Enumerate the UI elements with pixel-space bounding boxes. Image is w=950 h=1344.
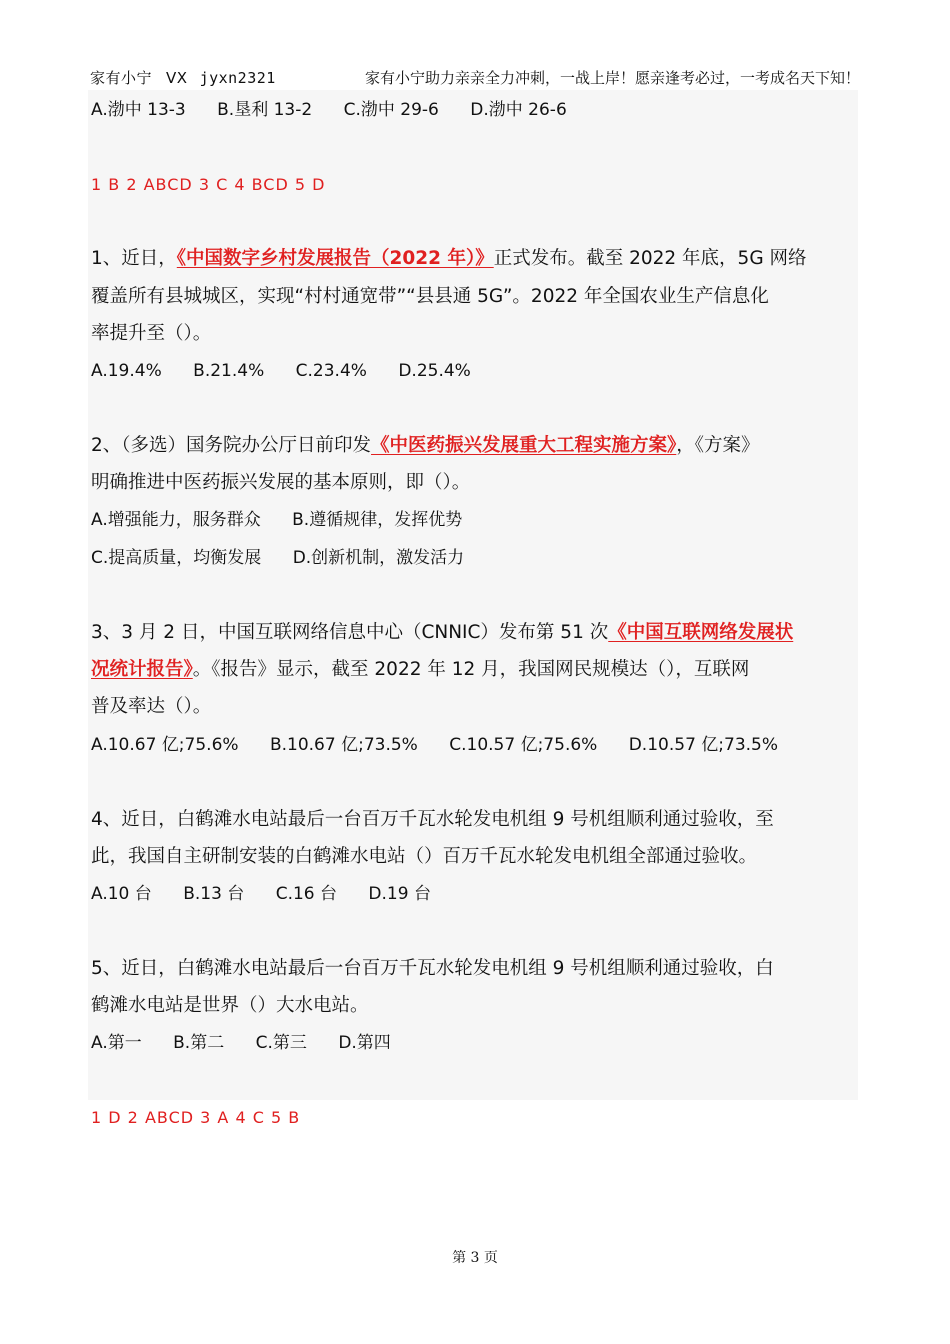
header-brand: 家有小宁 (90, 69, 153, 87)
question-2-line-1-rest: ，《方案》 (676, 435, 760, 456)
question-2-option-b: B.遵循规律，发挥优势 (292, 510, 463, 530)
header-vx-id: jyxn2321 (199, 69, 276, 87)
question-5-option-a: A.第一 (91, 1033, 142, 1053)
question-1-line-3: 率提升至（）。 (91, 323, 212, 344)
question-2-options-row-2 (91, 543, 490, 573)
question-5-line-1: 5、近日，白鹤滩水电站最后一台百万千瓦水轮发电机组 9 号机组顺利通过验收，白 (91, 958, 774, 979)
question-4-option-b: B.13 台 (183, 884, 245, 904)
page-header (90, 68, 860, 88)
question-3-doc-title-part-1: 《中国互联网络发展状 (608, 622, 794, 643)
header-brand-group (90, 68, 276, 88)
content-area (88, 90, 858, 1100)
question-3-doc-title-part-2: 况统计报告》 (91, 659, 193, 680)
question-3-line-1 (91, 618, 793, 648)
question-1-line-1 (91, 244, 807, 274)
prev-option-c: C.渤中 29-6 (343, 100, 439, 120)
answer-key-1: 1 B 2 ABCD 3 C 4 BCD 5 D (91, 175, 326, 194)
question-4-line-2: 此，我国自主研制安装的白鹤滩水电站（）百万千瓦水轮发电机组全部通过验收。 (91, 846, 758, 867)
question-4-option-d: D.19 台 (368, 884, 431, 904)
question-3-options (91, 730, 804, 760)
question-5-options (91, 1028, 417, 1058)
prev-option-b: B.垦利 13-2 (217, 100, 313, 120)
question-3-option-b: B.10.67 亿;73.5% (269, 735, 418, 755)
question-2-prefix: 2、（多选）国务院办公厅日前印发 (91, 435, 372, 456)
question-3-option-c: C.10.57 亿;75.6% (449, 735, 598, 755)
question-3-option-a: A.10.67 亿;75.6% (91, 735, 239, 755)
question-1-options (91, 356, 497, 386)
question-2-option-c: C.提高质量，均衡发展 (91, 548, 262, 568)
question-3-line-2 (91, 655, 749, 685)
question-1-doc-title: 《中国数字乡村发展报告（2022 年）》 (176, 248, 494, 269)
header-slogan: 家有小宁助力亲亲全力冲刺，一战上岸！愿亲逢考必过，一考成名天下知！ (364, 69, 860, 87)
question-3-prefix: 3、3 月 2 日，中国互联网络信息中心（CNNIC）发布第 51 次 (91, 622, 609, 643)
question-1-option-d: D.25.4% (398, 361, 471, 381)
question-1-line-2: 覆盖所有县城城区，实现“村村通宽带”“县县通 5G”。2022 年全国农业生产信息化 (91, 286, 769, 307)
question-2-options-row-1 (91, 505, 488, 535)
question-1-line-1-rest: 正式发布。截至 2022 年底，5G 网络 (493, 248, 807, 269)
question-5-option-d: D.第四 (338, 1033, 391, 1053)
question-5-option-c: C.第三 (255, 1033, 307, 1053)
question-2-doc-title: 《中医药振兴发展重大工程实施方案》 (371, 435, 677, 456)
question-1-option-b: B.21.4% (193, 361, 265, 381)
question-1-prefix: 1、近日， (91, 248, 177, 269)
question-2-option-d: D.创新机制，激发活力 (292, 548, 465, 568)
question-3-line-2-rest: 。《报告》显示，截至 2022 年 12 月，我国网民规模达（），互联网 (192, 659, 750, 680)
question-2-option-a: A.增强能力，服务群众 (91, 510, 261, 530)
question-5-option-b: B.第二 (173, 1033, 225, 1053)
prev-options (91, 95, 593, 125)
question-2-line-2: 明确推进中医药振兴发展的基本原则，即（）。 (91, 472, 471, 493)
question-4-options (91, 879, 457, 909)
answer-key-2: 1 D 2 ABCD 3 A 4 C 5 B (91, 1108, 301, 1127)
question-1-option-c: C.23.4% (295, 361, 367, 381)
header-vx-label: VX (166, 69, 188, 87)
page-number: 第 3 页 (452, 1250, 498, 1266)
question-3-line-3: 普及率达（）。 (91, 696, 212, 717)
question-5-line-2: 鹤滩水电站是世界（）大水电站。 (91, 995, 369, 1016)
prev-option-d: D.渤中 26-6 (470, 100, 567, 120)
question-4-line-1: 4、近日，白鹤滩水电站最后一台百万千瓦水轮发电机组 9 号机组顺利通过验收，至 (91, 809, 774, 830)
question-1-option-a: A.19.4% (91, 361, 162, 381)
question-4-option-a: A.10 台 (91, 884, 152, 904)
question-4-option-c: C.16 台 (275, 884, 338, 904)
prev-option-a: A.渤中 13-3 (91, 100, 186, 120)
question-2-line-1 (91, 431, 760, 461)
question-3-option-d: D.10.57 亿;73.5% (628, 735, 779, 755)
